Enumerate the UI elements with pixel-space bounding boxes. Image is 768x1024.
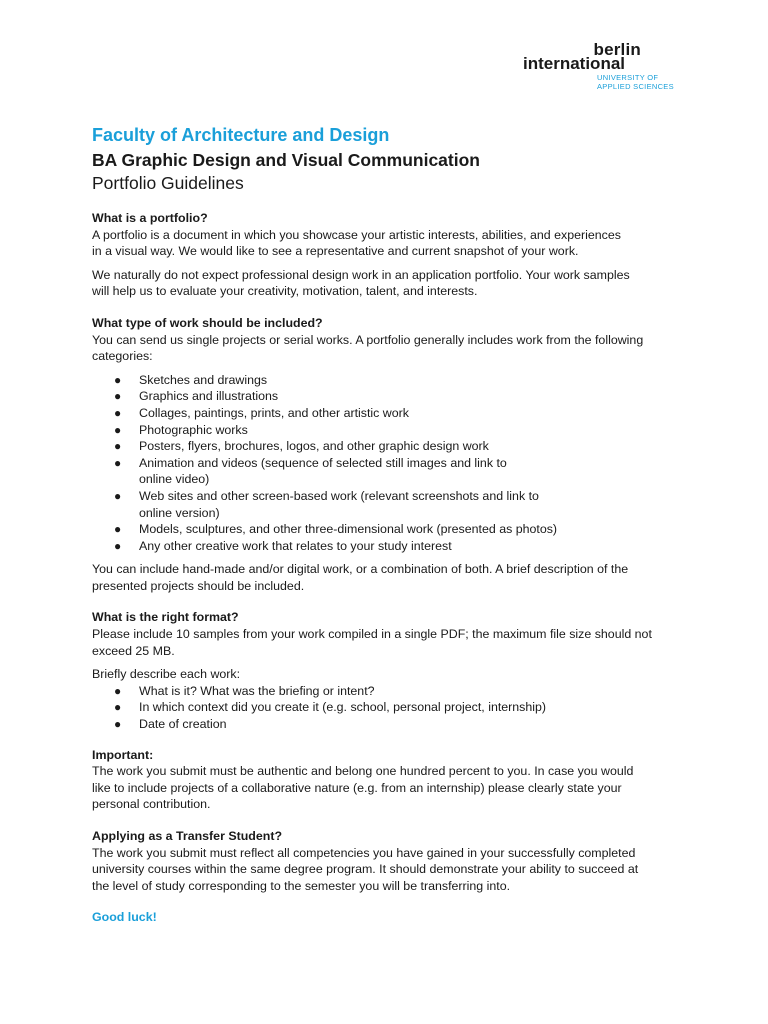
text-line: Please include 10 samples from your work compiled in a single PDF; the maximum file size should not — [92, 627, 652, 642]
text-line: like to include projects of a collaborative nature (e.g. from an internship) please clearly state your — [92, 780, 622, 795]
section-heading: Applying as a Transfer Student? — [92, 829, 283, 843]
section-what-is-portfolio — [92, 210, 682, 300]
list-item-text: Animation and videos (sequence of selected still images and link to — [139, 455, 507, 470]
paragraph — [92, 227, 682, 260]
closing-message: Good luck! — [92, 910, 157, 925]
bullet-icon: ● — [114, 455, 122, 470]
paragraph — [92, 763, 682, 813]
document-body — [92, 210, 682, 926]
text-line: personal contribution. — [92, 797, 211, 812]
list-item — [92, 538, 682, 555]
paragraph — [92, 626, 682, 659]
text-line: categories: — [92, 349, 153, 364]
bullet-icon: ● — [114, 488, 122, 503]
text-line: A portfolio is a document in which you showcase your artistic interests, abilities, and experiences — [92, 227, 621, 242]
text-line: We naturally do not expect professional design work in an application portfolio. Your work samples — [92, 267, 630, 282]
bullet-icon: ● — [114, 422, 122, 437]
paragraph — [92, 561, 682, 594]
list-item — [92, 488, 682, 521]
section-heading: What is a portfolio? — [92, 211, 208, 225]
section-heading: What type of work should be included? — [92, 315, 323, 330]
paragraph — [92, 845, 682, 895]
bullet-icon: ● — [114, 717, 122, 732]
section-heading: What is the right format? — [92, 610, 239, 625]
bullet-icon: ● — [114, 700, 122, 715]
list-item-text: Photographic works — [139, 422, 248, 437]
section-transfer-student — [92, 828, 682, 894]
text-line: in a visual way. We would like to see a representative and current snapshot of your work. — [92, 244, 579, 259]
text-line: the level of study corresponding to the semester you will be transferring into. — [92, 878, 511, 893]
paragraph — [92, 267, 682, 300]
list-item-text: Sketches and drawings — [139, 372, 268, 387]
text-line: presented projects should be included. — [92, 578, 305, 593]
section-work-types — [92, 315, 682, 595]
list-item — [92, 699, 682, 716]
list-item — [92, 388, 682, 405]
text-line: exceed 25 MB. — [92, 643, 175, 658]
list-item-text: Date of creation — [139, 717, 227, 732]
list-item-text: Graphics and illustrations — [139, 389, 279, 404]
list-item-text: What is it? What was the briefing or intent? — [139, 683, 375, 698]
bullet-icon: ● — [114, 389, 122, 404]
paragraph: Briefly describe each work: — [92, 667, 241, 682]
logo-subtitle-line2: APPLIED SCIENCES — [597, 82, 674, 91]
list-item — [92, 521, 682, 538]
bullet-icon: ● — [114, 522, 122, 537]
work-categories-list — [92, 372, 682, 555]
bullet-icon: ● — [114, 372, 122, 387]
section-important — [92, 747, 682, 813]
logo-berlin: berlin — [593, 40, 641, 59]
bullet-icon: ● — [114, 683, 122, 698]
list-item — [92, 683, 682, 700]
section-heading: Important: — [92, 747, 154, 762]
paragraph — [92, 332, 682, 365]
list-item — [92, 405, 682, 422]
bullet-icon: ● — [114, 439, 122, 454]
list-item-text: Models, sculptures, and other three-dimensional work (presented as photos) — [139, 522, 558, 537]
bullet-icon: ● — [114, 538, 122, 553]
list-item-text: Web sites and other screen-based work (relevant screenshots and link to — [139, 488, 539, 503]
format-description-list — [92, 683, 682, 733]
list-item-text-continued: online video) — [139, 472, 210, 487]
text-line: You can include hand-made and/or digital work, or a combination of both. A brief description of the — [92, 562, 629, 577]
text-line: The work you submit must reflect all competencies you have gained in your successfully completed — [92, 845, 636, 860]
section-format — [92, 609, 682, 732]
list-item-text: Collages, paintings, prints, and other artistic work — [139, 405, 409, 420]
bullet-icon: ● — [114, 405, 122, 420]
list-item-text: Posters, flyers, brochures, logos, and other graphic design work — [139, 439, 489, 454]
list-item — [92, 372, 682, 389]
text-line: The work you submit must be authentic and belong one hundred percent to you. In case you would — [92, 764, 634, 779]
text-line: will help us to evaluate your creativity, motivation, talent, and interests. — [92, 284, 478, 299]
list-item-text: In which context did you create it (e.g. school, personal project, internship) — [139, 700, 547, 715]
logo-subtitle — [597, 73, 687, 91]
list-item-text-continued: online version) — [139, 505, 220, 520]
university-logo — [523, 41, 683, 91]
text-line: university courses within the same degree program. It should demonstrate your ability to succeed at — [92, 862, 639, 877]
program-heading: BA Graphic Design and Visual Communication — [92, 150, 480, 170]
list-item — [92, 455, 682, 488]
logo-subtitle-line1: UNIVERSITY OF — [597, 73, 659, 82]
document-title: Portfolio Guidelines — [92, 173, 244, 193]
text-line: You can send us single projects or serial works. A portfolio generally includes work from the following — [92, 332, 644, 347]
list-item — [92, 716, 682, 733]
list-item-text: Any other creative work that relates to your study interest — [139, 538, 452, 553]
list-item — [92, 422, 682, 439]
list-item — [92, 438, 682, 455]
faculty-heading: Faculty of Architecture and Design — [92, 125, 390, 145]
logo-international: international — [523, 54, 626, 73]
